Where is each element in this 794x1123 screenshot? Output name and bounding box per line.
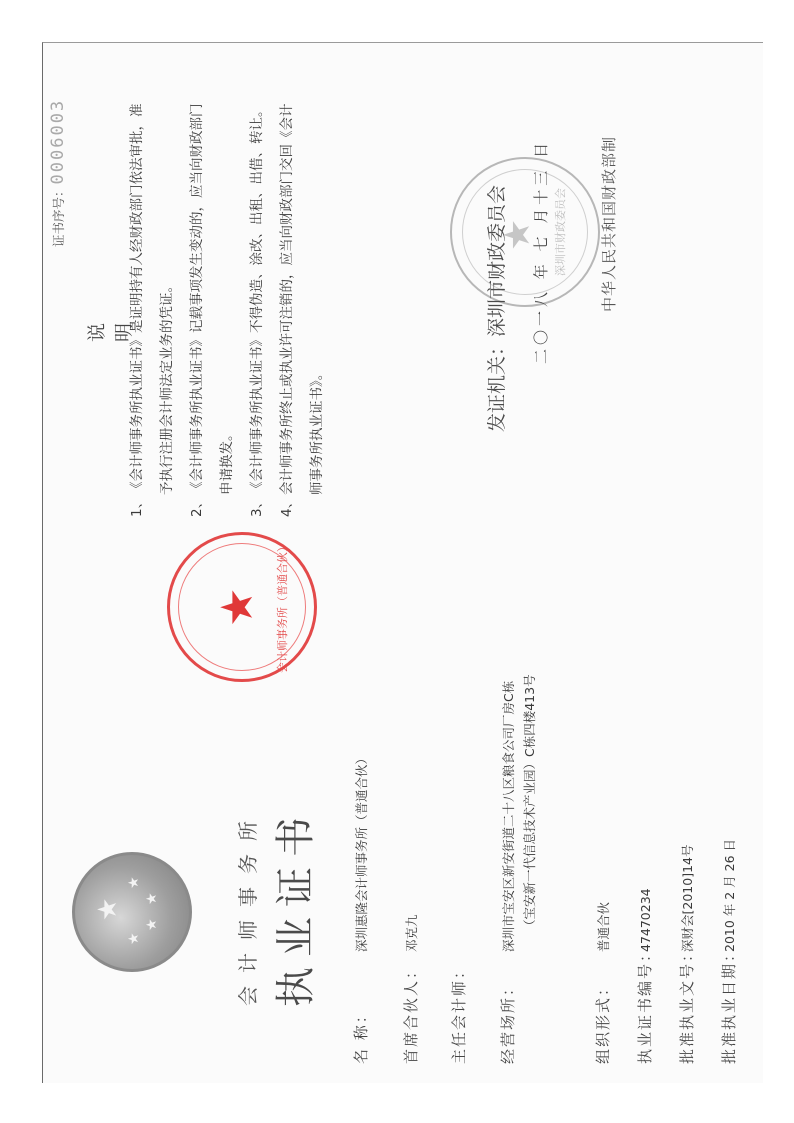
field-value: 深圳市宝安区新安街道二十八区粮食公司厂房C栋	[501, 680, 516, 952]
star-icon: ★	[497, 218, 538, 251]
field-value: 47470234	[638, 888, 653, 952]
field-organization-form	[592, 902, 613, 1064]
note-item	[182, 97, 242, 517]
firm-seal	[167, 532, 317, 682]
national-emblem-icon: ★ ★ ★ ★ ★	[72, 852, 192, 972]
note-number: 2、	[189, 494, 205, 517]
field-value: 普通合伙	[596, 901, 611, 952]
note-text: 《会计师事务所执业证书》记载事项发生变动的，应当向财政部门申请换发。	[189, 103, 235, 495]
issuing-authority: 发证机关：深圳市财政委员会	[486, 184, 508, 432]
note-number: 4、	[279, 494, 295, 517]
field-value: 邓克九	[404, 914, 419, 952]
note-text: 会计师事务所终止或执业许可注销的，应当向财政部门交回《会计师事务所执业证书》。	[279, 103, 325, 495]
certificate-page	[42, 42, 762, 1082]
field-firm-name	[350, 752, 371, 1064]
note-item	[122, 97, 182, 517]
issue-date: 二〇一八 年 七 月十三 日	[532, 138, 550, 364]
field-label: 经营场所：	[499, 978, 517, 1064]
seal-text: 深圳市财政委员会	[554, 188, 567, 276]
serial-value: 0006003	[48, 98, 68, 185]
field-label: 批准执业文号：	[678, 944, 696, 1064]
field-label: 组织形式：	[594, 978, 612, 1064]
certificate-subtitle: 会计师事务所	[236, 808, 260, 1006]
note-item	[272, 97, 332, 517]
field-chief-partner	[400, 914, 421, 1064]
note-text: 《会计师事务所执业证书》不得伪造、涂改、出租、出借、转让。	[249, 103, 265, 495]
field-chief-accountant	[448, 952, 469, 1064]
field-license-number	[634, 888, 655, 1064]
seal-text: 会计师事务所（普通合伙）	[276, 541, 289, 673]
field-approval-date	[718, 839, 739, 1064]
note-item	[242, 97, 272, 517]
field-label: 名 称：	[352, 1006, 370, 1064]
field-label: 批准执业日期：	[720, 944, 738, 1064]
field-label: 首席合伙人：	[402, 961, 420, 1064]
certificate-title: 执业证书	[273, 807, 319, 1007]
field-label: 主任会计师：	[450, 961, 468, 1064]
description-heading: 说 明	[86, 306, 135, 342]
field-business-address	[497, 681, 518, 1064]
note-number: 1、	[129, 494, 145, 517]
field-approval-document	[676, 845, 697, 1064]
description-notes	[122, 97, 332, 517]
authority-seal	[450, 157, 600, 307]
note-text: 《会计师事务所执业证书》是证明持有人经财政部门依法审批，准予执行注册会计师法定业务的凭证。	[129, 103, 175, 495]
field-value: 2010 年 2 月 26 日	[722, 838, 737, 952]
ministry-credit: 中华人民共和国财政部制	[600, 135, 618, 312]
note-number: 3、	[249, 494, 265, 517]
star-icon: ★	[212, 587, 263, 627]
serial-number	[48, 99, 68, 247]
serial-label: 证书序号：	[51, 184, 66, 247]
field-label: 执业证书编号：	[636, 944, 654, 1064]
field-value: 深财会[2010]14号	[680, 844, 695, 952]
field-value: 深圳惠隆会计师事务所（普通合伙）	[354, 751, 369, 952]
address-line-2: （宝安新一代信息技术产业园）C栋四楼413号	[522, 674, 537, 932]
